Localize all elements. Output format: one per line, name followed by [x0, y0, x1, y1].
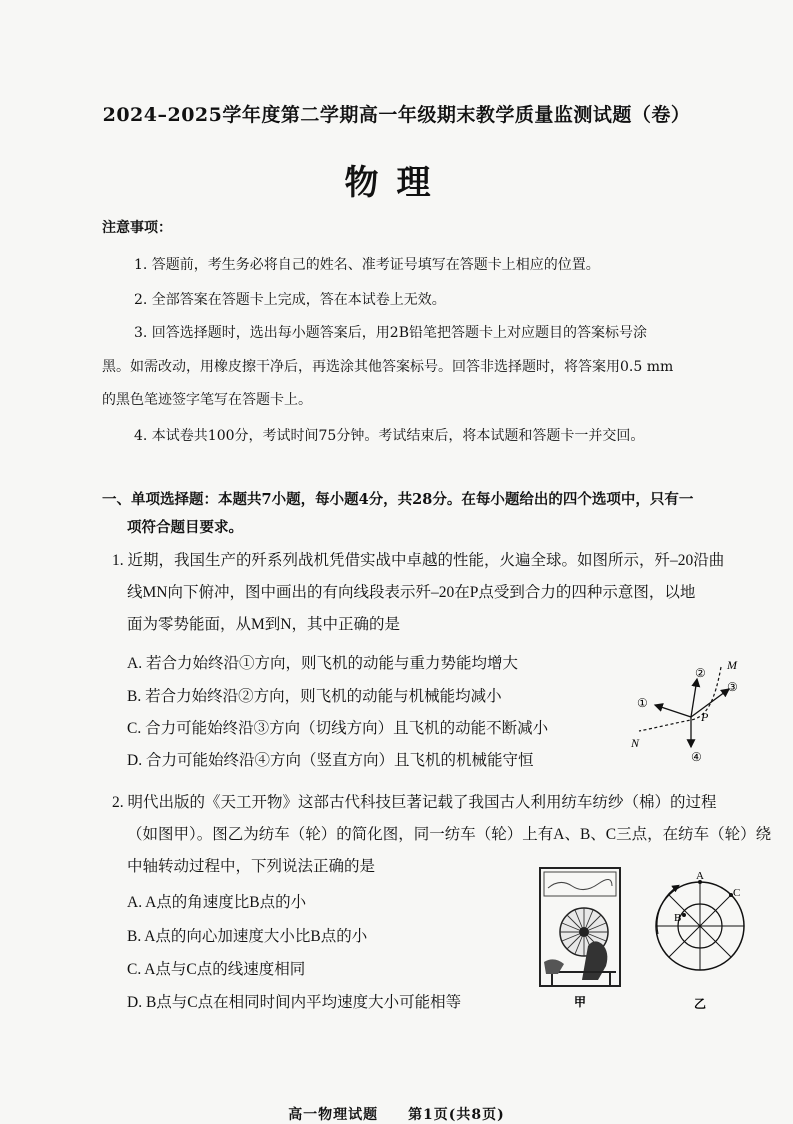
q2-stem-line-1: 2. 明代出版的《天工开物》这部古代科技巨著记载了我国古人利用纺车纺纱（棉）的过程: [112, 794, 717, 811]
spinning-wheel-illustration: [532, 862, 624, 1012]
caption-jia: 甲: [574, 995, 587, 1009]
label-arrow-4: ④: [691, 750, 702, 764]
label-m: M: [727, 658, 737, 672]
q2-option-d[interactable]: D. B点与C点在相同时间内平均速度大小可能相等: [127, 994, 462, 1011]
section-1-heading-cont: 项符合题目要求。: [127, 519, 243, 536]
force-arrow-1: [655, 705, 691, 717]
notes-item-3-line-1: 3. 回答选择题时，选出每小题答案后，用2B铅笔把答题卡上对应题目的答案标号涂: [134, 325, 648, 341]
q1-stem-line-2: 线MN向下俯冲，图中画出的有向线段表示歼–20在P点受到合力的四种示意图，以地: [127, 584, 696, 601]
wheel-diagram: [636, 866, 756, 1014]
label-c: C: [733, 887, 741, 899]
q1-option-c[interactable]: C. 合力可能始终沿③方向（切线方向）且飞机的动能不断减小: [127, 720, 549, 737]
label-arrow-1: ①: [637, 696, 648, 710]
force-arrow-2: [691, 679, 697, 717]
q1-stem-line-1: 1. 近期，我国生产的歼系列战机凭借实战中卓越的性能，火遍全球。如图所示，歼–20沿曲: [112, 552, 725, 569]
q1-force-diagram: [625, 655, 755, 765]
caption-yi: 乙: [694, 997, 707, 1011]
footer-page-number: 第1页(共8页): [408, 1107, 505, 1123]
footer-title: 高一物理试题: [288, 1107, 379, 1123]
label-b: B: [674, 912, 682, 924]
q1-stem-line-3: 面为零势能面，从M到N，其中正确的是: [127, 616, 400, 633]
curve-mn: [639, 667, 721, 731]
force-arrow-3: [691, 689, 729, 717]
q2-option-a[interactable]: A. A点的角速度比B点的小: [127, 894, 307, 911]
label-arrow-2: ②: [695, 666, 706, 680]
q2-stem-line-2: （如图甲）。图乙为纺车（轮）的简化图，同一纺车（轮）上有A、B、C三点，在纺车（轮）绕: [127, 826, 772, 843]
notes-item-1: 1. 答题前，考生务必将自己的姓名、准考证号填写在答题卡上相应的位置。: [134, 257, 600, 273]
label-a: A: [696, 870, 704, 882]
q1-option-b[interactable]: B. 若合力始终沿②方向，则飞机的动能与机械能均减小: [127, 688, 502, 705]
label-arrow-3: ③: [727, 680, 738, 694]
exam-title: 2024–2025学年度第二学期高一年级期末教学质量监测试题（卷）: [102, 104, 691, 126]
notes-item-3-line-3: 的黑色笔迹签字笔写在答题卡上。: [102, 392, 312, 408]
label-n: N: [631, 736, 640, 750]
q1-option-a[interactable]: A. 若合力始终沿①方向，则飞机的动能与重力势能均增大: [127, 655, 518, 672]
label-p: P: [701, 710, 709, 724]
q2-option-c[interactable]: C. A点与C点的线速度相同: [127, 961, 306, 978]
q1-option-d[interactable]: D. 合力可能始终沿④方向（竖直方向）且飞机的机械能守恒: [127, 752, 534, 769]
page-footer: [0, 1104, 793, 1124]
section-1-heading: 一、单项选择题：本题共7小题，每小题4分，共28分。在每小题给出的四个选项中，只有一: [102, 491, 694, 508]
q2-stem-line-3: 中轴转动过程中，下列说法正确的是: [127, 858, 376, 875]
q2-option-b[interactable]: B. A点的向心加速度大小比B点的小: [127, 928, 368, 945]
notes-item-2: 2. 全部答案在答题卡上完成，答在本试卷上无效。: [134, 292, 446, 308]
rotation-arrow: [657, 886, 678, 934]
notes-item-4: 4. 本试卷共100分，考试时间75分钟。考试结束后，将本试题和答题卡一并交回。: [134, 428, 645, 444]
subject-title: 物理: [344, 163, 449, 203]
notes-item-3-line-2: 黑。如需改动，用橡皮擦干净后，再选涂其他答案标号。回答非选择题时，将答案用0.5 mm: [102, 359, 674, 375]
notes-heading: 注意事项：: [102, 220, 172, 236]
